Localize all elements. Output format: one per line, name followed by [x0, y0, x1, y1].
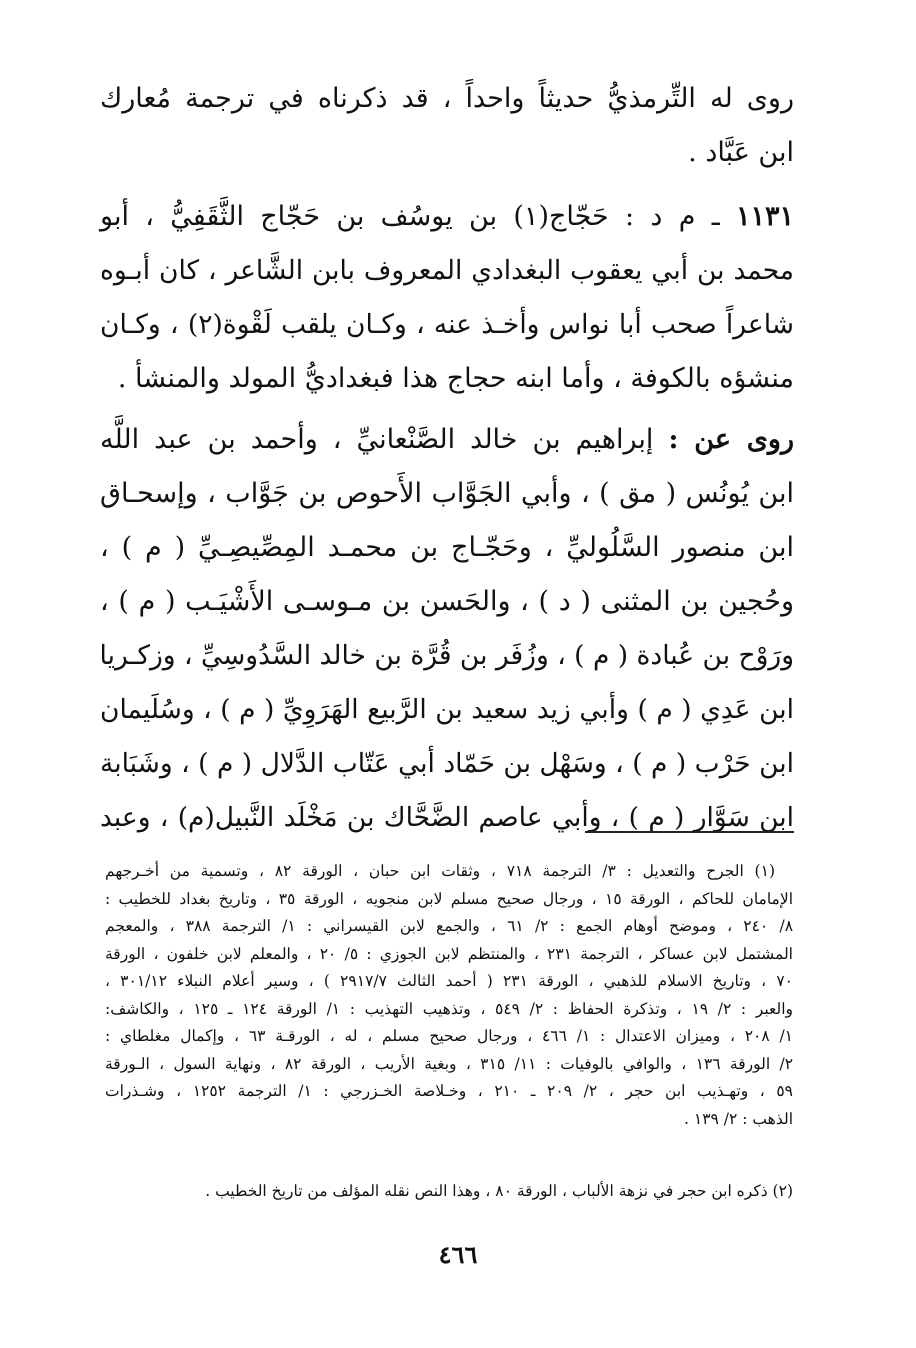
- footnote-separator: [585, 831, 794, 833]
- entry-symbols: ـ م د :: [625, 201, 720, 232]
- text-line: ابن حَرْب ( م ) ، وسَهْل بن حَمّاد أبي عَتّاب الدَّلال ( م ) ، وشَبَابة: [100, 748, 794, 779]
- footnote-line: ٥٩ ، وتهـذيب ابن حجر ، ٢/ ٢٠٩ ـ ٢١٠ ، وخـلاصة الخـزرجي : ١/ الترجمة ١٢٥٢ ، وشـذرات: [105, 1082, 793, 1100]
- text-segment: إبراهيم بن خالد الصَّنْعانيِّ ، وأحمد بن عبد اللَّه: [100, 424, 654, 455]
- narrated-from-paragraph: [100, 413, 794, 845]
- text-line: روى له التِّرمذيُّ حديثاً واحداً ، قد ذكرناه في ترجمة مُعارك: [100, 83, 794, 114]
- biography-entry: [100, 190, 794, 406]
- text-line: شاعراً صحب أبا نواس وأخـذ عنه ، وكـان يلقب لَقْوة(٢) ، وكـان: [100, 309, 795, 340]
- text-line: منشؤه بالكوفة ، وأما ابنه حجاج هذا فبغداديُّ المولد والمنشأ .: [117, 363, 794, 394]
- footnote-line: ١/ ٢٠٨ ، وميزان الاعتدال : ١/ ٤٦٦ ، ورجال صحيح مسلم ، له ، الورقـة ٦٣ ، وإكمال مغلطاي :: [105, 1027, 793, 1045]
- footnote-2: [130, 1178, 793, 1206]
- entry-heading-line: [100, 190, 794, 244]
- footnote-line: الإمامان للحاكم ، الورقة ١٥ ، ورجال صحيح مسلم لابن منجويه ، الورقة ٣٥ ، وتاريخ بغداد للخطيب :: [105, 889, 794, 908]
- text-line: ابن سَوَّار ( م ) ، وأبي عاصم الضَّحَّاك بن مَخْلَد النَّبيل(م) ، وعبد: [100, 802, 794, 833]
- footnote-line: الذهب : ٢/ ١٣٩ .: [684, 1109, 793, 1128]
- entry-name: حَجّاج(١) بن يوسُف بن حَجّاج الثَّقَفِيُّ ، أبو: [100, 201, 609, 232]
- footnote-1: [105, 858, 793, 1133]
- intro-paragraph: [100, 72, 794, 180]
- text-line: وحُجين بن المثنى ( د ) ، والحَسن بن مـوسـى الأَشْيَـب ( م ) ،: [100, 586, 794, 617]
- entry-number: ١١٣١: [735, 201, 794, 232]
- text-line: ابن منصور السَّلُوليِّ ، وحَجّـاج بن محمـد المِصِّيصِـيِّ ( م ) ،: [100, 532, 794, 563]
- narrated-from-label: روى عن :: [668, 424, 794, 455]
- footnote-line: ٧٠ ، وتاريخ الاسلام للذهبي ، الورقة ٢٣١ ( أحمد الثالث ٢٩١٧/٧ ) ، وسير أعلام النبلاء ٣٠١/١٢ ،: [105, 972, 793, 990]
- footnote-line: (١) الجرح والتعديل : ٣/ الترجمة ٧١٨ ، وثقات ابن حبان ، الورقة ٨٢ ، وتسمية من أخـرجهم: [105, 862, 775, 880]
- text-line: ورَوْح بن عُبادة ( م ) ، وزُفَر بن قُرَّة بن خالد السَّدُوسِيِّ ، وزكـريا: [99, 640, 794, 671]
- footnote-line: (٢) ذكره ابن حجر في نزهة الألباب ، الورقة ٨٠ ، وهذا النص نقله المؤلف من تاريخ الخطيب .: [205, 1182, 793, 1200]
- footnote-line: ٢/ الورقة ١٣٦ ، والوافي بالوفيات : ١١/ ٣١٥ ، وبغية الأريب ، الورقة ٨٢ ، ونهاية السول ، الـورقة: [105, 1054, 794, 1073]
- text-line: محمد بن أبي يعقوب البغدادي المعروف بابن الشَّاعر ، كان أبـوه: [100, 255, 794, 286]
- footnote-line: ٨/ ٢٤٠ ، وموضح أوهام الجمع : ٢/ ٦١ ، والجمع لابن القيسراني : ١/ الترجمة ٣٨٨ ، والمعجم: [105, 917, 794, 935]
- text-line: ابن يُونُس ( مق ) ، وأبي الجَوَّاب الأَحوص بن جَوَّاب ، وإسحـاق: [100, 478, 794, 509]
- footnote-line: والعبر : ٢/ ١٩ ، وتذكرة الحفاظ : ٢/ ٥٤٩ ، وتذهيب التهذيب : ١/ الورقة ١٢٤ ـ ١٢٥ ، والكاشف:: [105, 999, 793, 1018]
- footnote-line: المشتمل لابن عساكر ، الترجمة ٢٣١ ، والمنتظم لابن الجوزي : ٥/ ٢٠ ، والمعلم لابن خلفون ، الورقة: [105, 944, 793, 963]
- text-line: ابن عَدِي ( م ) وأبي زيد سعيد بن الرَّبيع الهَرَوِيِّ ( م ) ، وسُلَيمان: [100, 694, 794, 725]
- narrated-from-heading-line: [100, 413, 794, 467]
- text-line: ابن عَبَّاد .: [688, 137, 794, 168]
- page-number: ٤٦٦: [438, 1240, 478, 1269]
